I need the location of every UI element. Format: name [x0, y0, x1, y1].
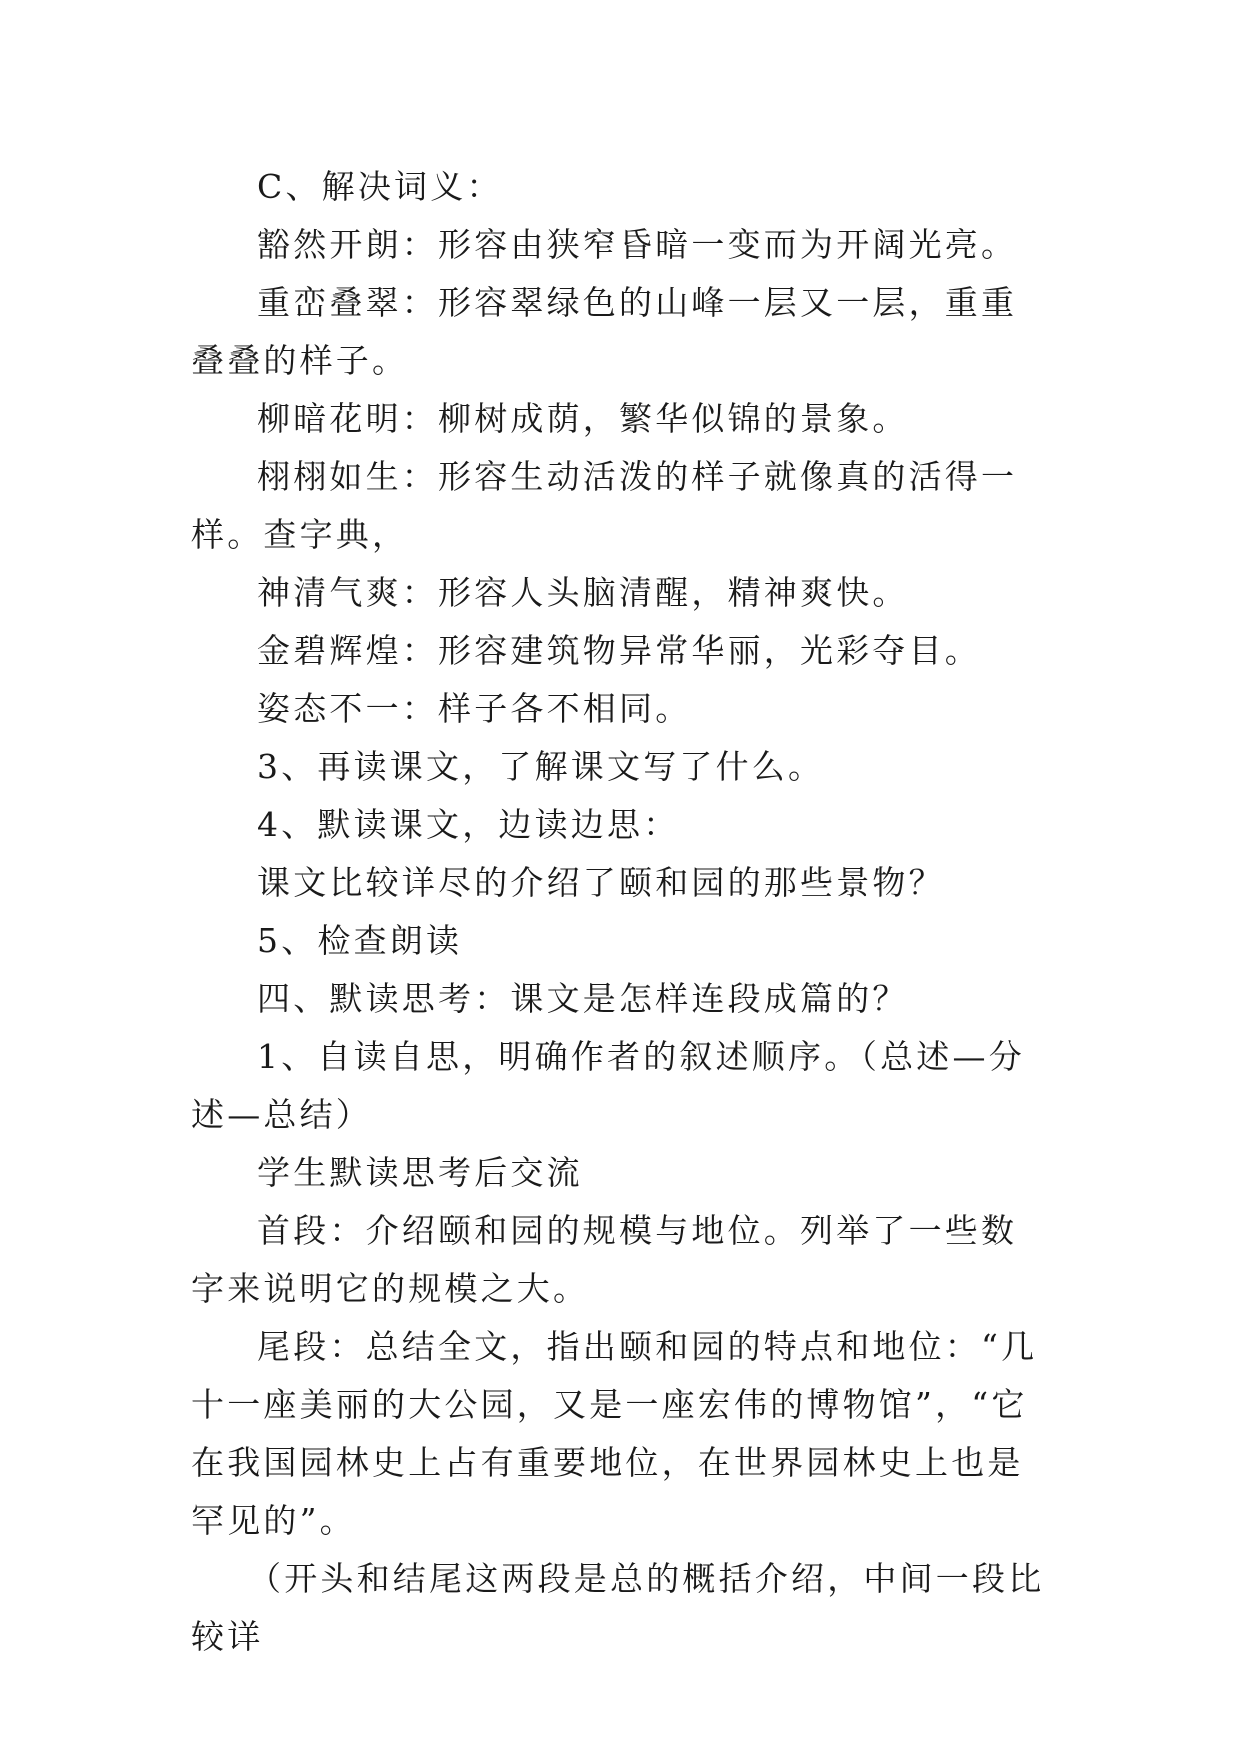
vocab-heading: C、解决词义：	[257, 167, 503, 206]
vocab-item-xuxurusheng: 栩栩如生：形容生动活泼的样子就像真的活得一样。查字典，	[191, 457, 1018, 554]
first-paragraph-summary: 首段：介绍颐和园的规模与地位。列举了一些数字来说明它的规模之大。	[191, 1211, 1018, 1308]
step-3-reread: 3、再读课文，了解课文写了什么。	[257, 747, 825, 786]
step-5-check-reading: 5、检查朗读	[257, 921, 463, 960]
vocab-item-chongluandiecui: 重峦叠翠：形容翠绿色的山峰一层又一层，重重叠叠的样子。	[191, 283, 1018, 380]
step-4-silent-read: 4、默读课文，边读边思：	[257, 805, 680, 844]
vocab-item-shenqingqishuang: 神清气爽：形容人头脑清醒，精神爽快。	[257, 573, 909, 612]
student-discussion: 学生默读思考后交流	[257, 1153, 583, 1192]
vocab-item-zitaibuyi: 姿态不一：样子各不相同。	[257, 689, 692, 728]
structure-note: （开头和结尾这两段是总的概括介绍，中间一段比较详	[191, 1559, 1045, 1656]
section-4-heading: 四、默读思考：课文是怎样连段成篇的？	[257, 979, 909, 1018]
section-4-item-1: 1、自读自思，明确作者的叙述顺序。（总述—分述—总结）	[191, 1037, 1025, 1134]
question-scenery: 课文比较详尽的介绍了颐和园的那些景物？	[257, 863, 945, 902]
vocab-item-huoranquelang: 豁然开朗：形容由狭窄昏暗一变而为开阔光亮。	[257, 225, 1018, 264]
vocab-item-liuanhuaming: 柳暗花明：柳树成荫，繁华似锦的景象。	[257, 399, 909, 438]
vocab-item-jinbihuihuang: 金碧辉煌：形容建筑物异常华丽，光彩夺目。	[257, 631, 981, 670]
last-paragraph-summary: 尾段：总结全文，指出颐和园的特点和地位：“几十一座美丽的大公园，又是一座宏伟的博物馆”，“它在我国园林史上占有重要地位，在世界园林史上也是罕见的”。	[191, 1327, 1038, 1540]
document-page	[191, 158, 1049, 1666]
